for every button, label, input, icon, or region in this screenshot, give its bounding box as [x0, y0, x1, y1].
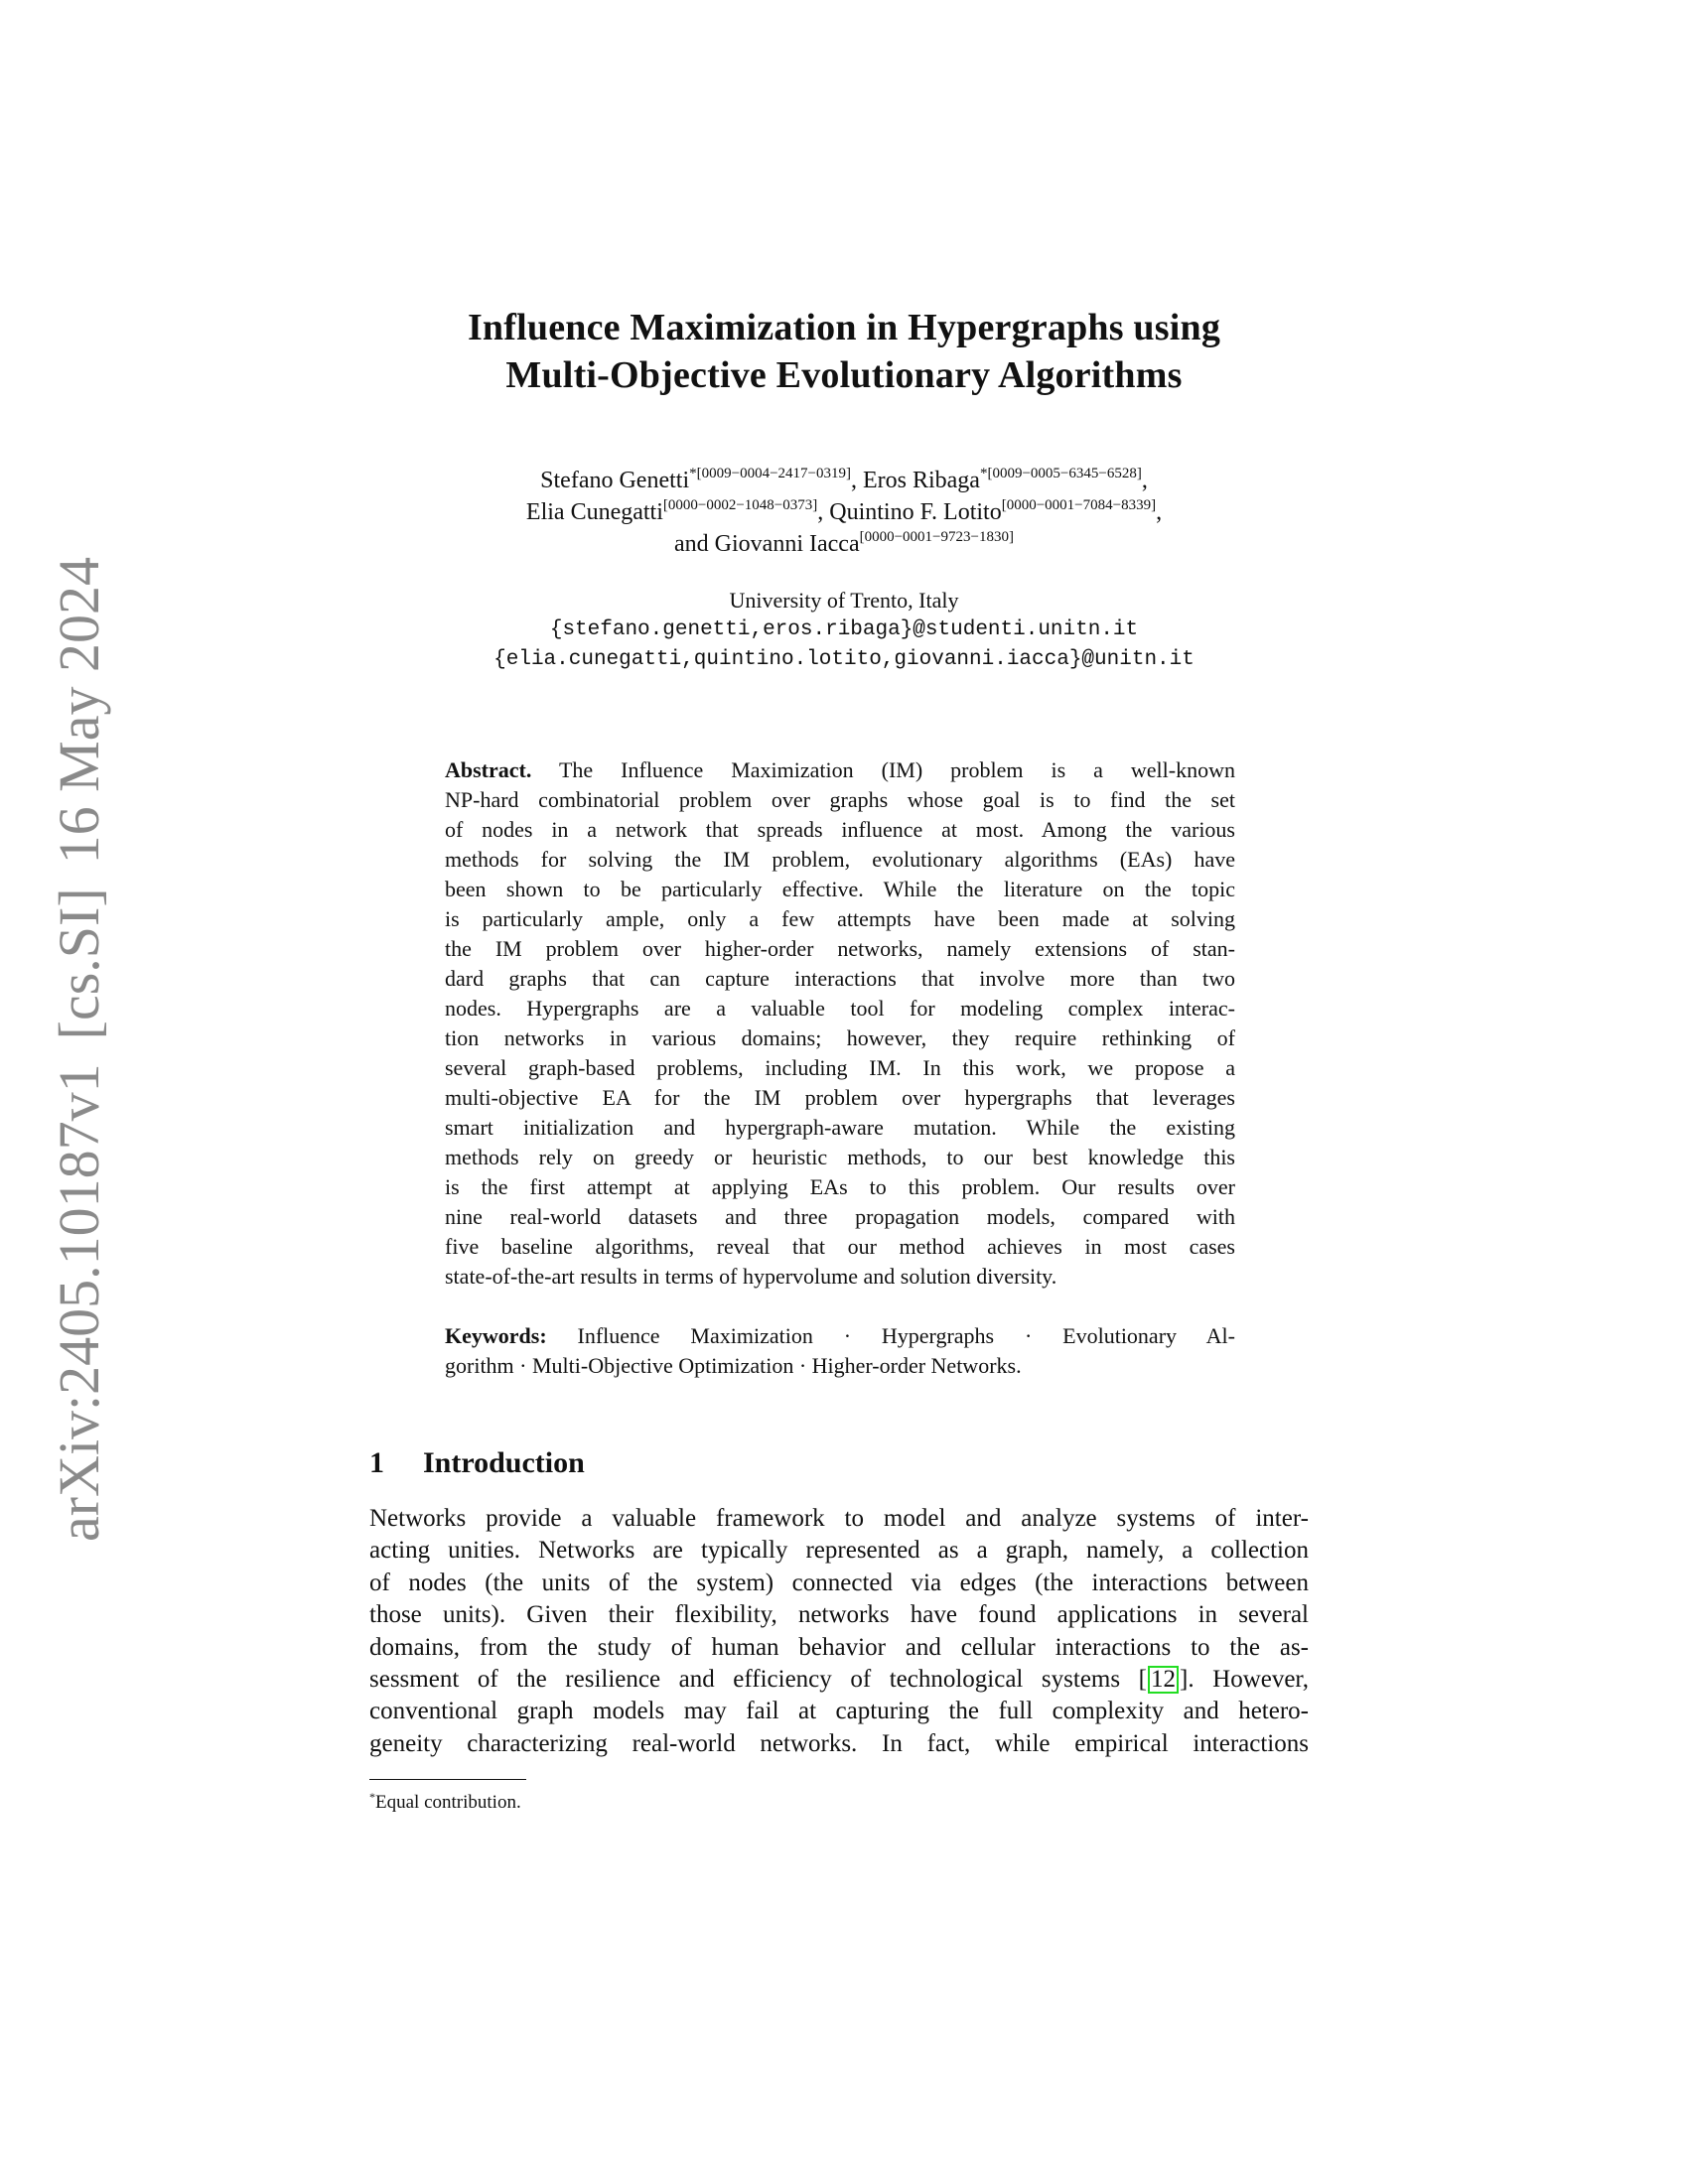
paper-title [298, 304, 1390, 399]
footnote-rule [369, 1779, 526, 1780]
abstract-line: state-of-the-art results in terms of hypervolume and solution diversity. [445, 1264, 1057, 1289]
author-line-1: Stefano Genetti$^{*[0009-0004-2417-0319]}$, Eros Ribaga$^{*[0009-0005-6345-6528]}$, [540, 466, 1148, 493]
abstract-line: methods rely on greedy or heuristic methods, to our best knowledge this [445, 1145, 1235, 1169]
body-line: of nodes (the units of the system) connected via edges (the interactions between [369, 1569, 1309, 1596]
title-line-2: Multi-Objective Evolutionary Algorithms [505, 354, 1183, 396]
email-line-2[interactable]: {elia.cunegatti,quintino.lotito,giovanni.iacca}@unitn.it [493, 648, 1195, 671]
body-line: domains, from the study of human behavior and cellular interactions to the as- [369, 1633, 1309, 1661]
abstract-line: is the first attempt at applying EAs to this problem. Our results over [445, 1174, 1235, 1199]
author-orcid[interactable]: [0000−0001−9723−1830] [859, 529, 1014, 545]
email-line-1[interactable]: {stefano.genetti,eros.ribaga}@studenti.unitn.it [549, 618, 1139, 641]
author-line-3 [298, 528, 1390, 560]
affiliation: University of Trento, Italy [729, 588, 959, 613]
abstract-line: been shown to be particularly effective. While the literature on the topic [445, 877, 1235, 901]
footnote-text: Equal contribution. [375, 1792, 521, 1813]
abstract-line: methods for solving the IM problem, evolutionary algorithms (EAs) have [445, 847, 1235, 872]
abstract [445, 755, 1235, 1292]
author-orcid[interactable]: *[0009−0004−2417−0319] [689, 466, 851, 481]
author-line-2: Elia Cunegatti[0000−0002−1048−0373], Quintino F. Lotito[0000−0001−7084−8339], [525, 497, 1163, 525]
arxiv-id: arXiv:2405.10187v1 [47, 1063, 111, 1542]
section-heading-introduction [369, 1444, 585, 1482]
affiliation-block [298, 586, 1390, 675]
citation-link[interactable]: 12 [1148, 1666, 1179, 1694]
abstract-line: smart initialization and hypergraph-aware mutation. While the existing [445, 1115, 1235, 1140]
keywords [445, 1321, 1235, 1381]
author-name: Stefano Genetti [540, 468, 690, 493]
keywords-label: Keywords: [445, 1323, 547, 1348]
body-line: those units). Given their flexibility, networks have found applications in several [369, 1601, 1309, 1629]
author-orcid[interactable]: [0000−0001−7084−8339] [1001, 497, 1157, 513]
abstract-line: nodes. Hypergraphs are a valuable tool for modeling complex interac- [445, 996, 1235, 1021]
author-orcid[interactable]: *[0009−0005−6345−6528] [979, 466, 1142, 481]
arxiv-date: 16 May 2024 [47, 556, 111, 865]
abstract-line: nine real-world datasets and three propagation models, compared with [445, 1204, 1235, 1229]
author-name: Eros Ribaga [862, 468, 980, 493]
arxiv-category: [cs.SI] [47, 887, 111, 1040]
abstract-line: of nodes in a network that spreads influence at most. Among the various [445, 817, 1235, 842]
abstract-line: several graph-based problems, including IM. In this work, we propose a [445, 1055, 1235, 1080]
keywords-line: Keywords: Influence Maximization · Hypergraphs · Evolutionary Al- [445, 1323, 1235, 1348]
author-name: Quintino F. Lotito [829, 499, 1002, 525]
body-line: Networks provide a valuable framework to model and analyze systems of inter- [369, 1505, 1309, 1532]
section-number: 1 [369, 1446, 384, 1479]
author-name: and Giovanni Iacca [674, 531, 860, 557]
footnote-marker: * [369, 1790, 375, 1804]
abstract-line: dard graphs that can capture interactions that involve more than two [445, 966, 1235, 991]
body-line: geneity characterizing real-world networks. In fact, while empirical interactions [369, 1729, 1309, 1757]
introduction-paragraph [369, 1503, 1309, 1760]
section-title: Introduction [423, 1446, 585, 1479]
abstract-line: tion networks in various domains; however, they require rethinking of [445, 1025, 1235, 1050]
abstract-line: the IM problem over higher-order networks, namely extensions of stan- [445, 936, 1235, 961]
footnote [369, 1790, 521, 1816]
abstract-line: five baseline algorithms, reveal that our method achieves in most cases [445, 1234, 1235, 1259]
author-list [298, 465, 1390, 560]
body-line: sessment of the resilience and efficiency of technological systems [ 12 ]. However, [369, 1665, 1310, 1693]
abstract-line: multi-objective EA for the IM problem over hypergraphs that leverages [445, 1085, 1235, 1110]
author-name: Elia Cunegatti [525, 499, 663, 525]
abstract-line: is particularly ample, only a few attempts have been made at solving [445, 906, 1235, 931]
keywords-line: gorithm · Multi-Objective Optimization · Higher-order Networks. [445, 1353, 1022, 1378]
arxiv-stamp [45, 556, 114, 1542]
author-orcid[interactable]: [0000−0002−1048−0373] [662, 497, 818, 513]
abstract-line: NP-hard combinatorial problem over graphs whose goal is to find the set [445, 787, 1235, 812]
abstract-line: Abstract. The Influence Maximization (IM) problem is a well-known [445, 757, 1235, 782]
title-line-1: Influence Maximization in Hypergraphs using [467, 307, 1221, 348]
abstract-label: Abstract. [445, 757, 532, 782]
body-line: conventional graph models may fail at capturing the full complexity and hetero- [369, 1698, 1309, 1725]
body-line: acting unities. Networks are typically represented as a graph, namely, a collection [369, 1537, 1309, 1565]
